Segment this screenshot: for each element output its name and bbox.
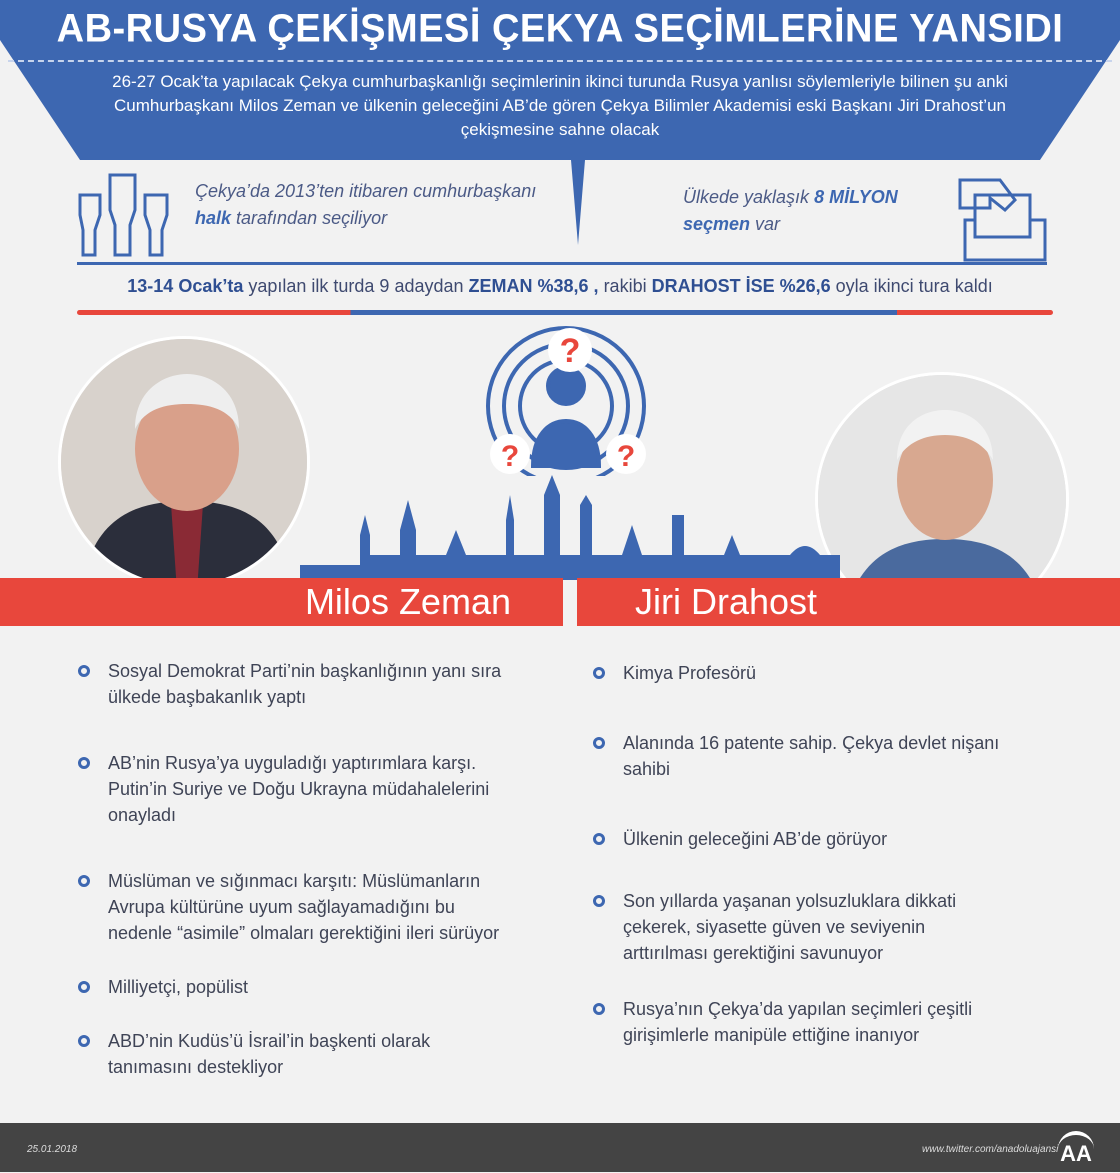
list-item: Sosyal Demokrat Parti’nin başkanlığının yanı sıra ülkede başbakanlık yaptı: [78, 658, 518, 710]
list-item: Son yıllarda yaşanan yolsuzluklara dikkati çekerek, siyasette güven ve seviyenin arttırılması gerektiğini savunuyor: [593, 888, 1013, 966]
zeman-bullet-list: [78, 658, 518, 1080]
question-person-icon: [478, 326, 658, 476]
divider: [8, 60, 1112, 62]
drahost-bullet-list: [593, 660, 1013, 1048]
raised-hands-icon: [75, 170, 175, 260]
list-item: Kimya Profesörü: [593, 660, 1013, 686]
first-round-result: 13-14 Ocak’ta yapılan ilk turda 9 adaydan ZEMAN %38,6 , rakibi DRAHOST İSE %26,6 oyla ikinci tura kaldı: [127, 276, 993, 296]
list-item: Müslüman ve sığınmacı karşıtı: Müslümanların Avrupa kültürüne uyum sağlayamadığını bu nedenle “asimile” olmaları gerektiğini ileri sürüyor: [78, 868, 518, 946]
candidate-name-drahost: Jiri Drahost: [577, 578, 1120, 626]
twitter-link[interactable]: www.twitter.com/anadoluajansi: [922, 1144, 1059, 1155]
fact-voters: Ülkede yaklaşık 8 MİLYON seçmen var: [683, 187, 898, 234]
list-item: Rusya’nın Çekya’da yapılan seçimleri çeşitli girişimlerle manipüle ettiğine inanıyor: [593, 996, 1013, 1048]
page-title: AB-RUSYA ÇEKİŞMESİ ÇEKYA SEÇİMLERİNE YANSIDI: [56, 6, 1064, 52]
ballot-box-icon: [955, 175, 1050, 263]
divider: [77, 262, 1047, 265]
fact-direct-election: Çekya’da 2013’ten itibaren cumhurbaşkanı halk tarafından seçiliyor: [195, 181, 537, 228]
footer: [0, 1123, 1120, 1172]
svg-text:?: ?: [559, 332, 581, 370]
svg-text:?: ?: [616, 440, 636, 473]
list-item: Alanında 16 patente sahip. Çekya devlet nişanı sahibi: [593, 730, 1013, 782]
svg-text:?: ?: [500, 440, 520, 473]
photo-milos-zeman: [58, 336, 310, 588]
list-item: AB’nin Rusya’ya uyguladığı yaptırımlara karşı. Putin’in Suriye ve Doğu Ukrayna müdahalelerini onayladı: [78, 750, 518, 828]
result-bar: [77, 310, 1053, 315]
candidate-name-zeman: Milos Zeman: [0, 578, 563, 626]
aa-logo: AA: [1058, 1131, 1094, 1165]
date: 25.01.2018: [27, 1144, 78, 1155]
intro-text: 26-27 Ocak’ta yapılacak Çekya cumhurbaşkanlığı seçimlerinin ikinci turunda Rusya yanlısı söylemleriyle bilinen şu anki Cumhurbaşkanı Milos Zeman ve ülkenin geleceğini AB’de gören Çekya Bilimler Akademisi eski Başkanı Jiri Drahost’un çekişmesine sahne olacak: [112, 72, 1008, 139]
list-item: Milliyetçi, popülist: [78, 974, 518, 1000]
list-item: ABD’nin Kudüs’ü İsrail’in başkenti olarak tanımasını destekliyor: [78, 1028, 518, 1080]
prague-skyline: [300, 475, 840, 580]
list-item: Ülkenin geleceğini AB’de görüyor: [593, 826, 1013, 852]
